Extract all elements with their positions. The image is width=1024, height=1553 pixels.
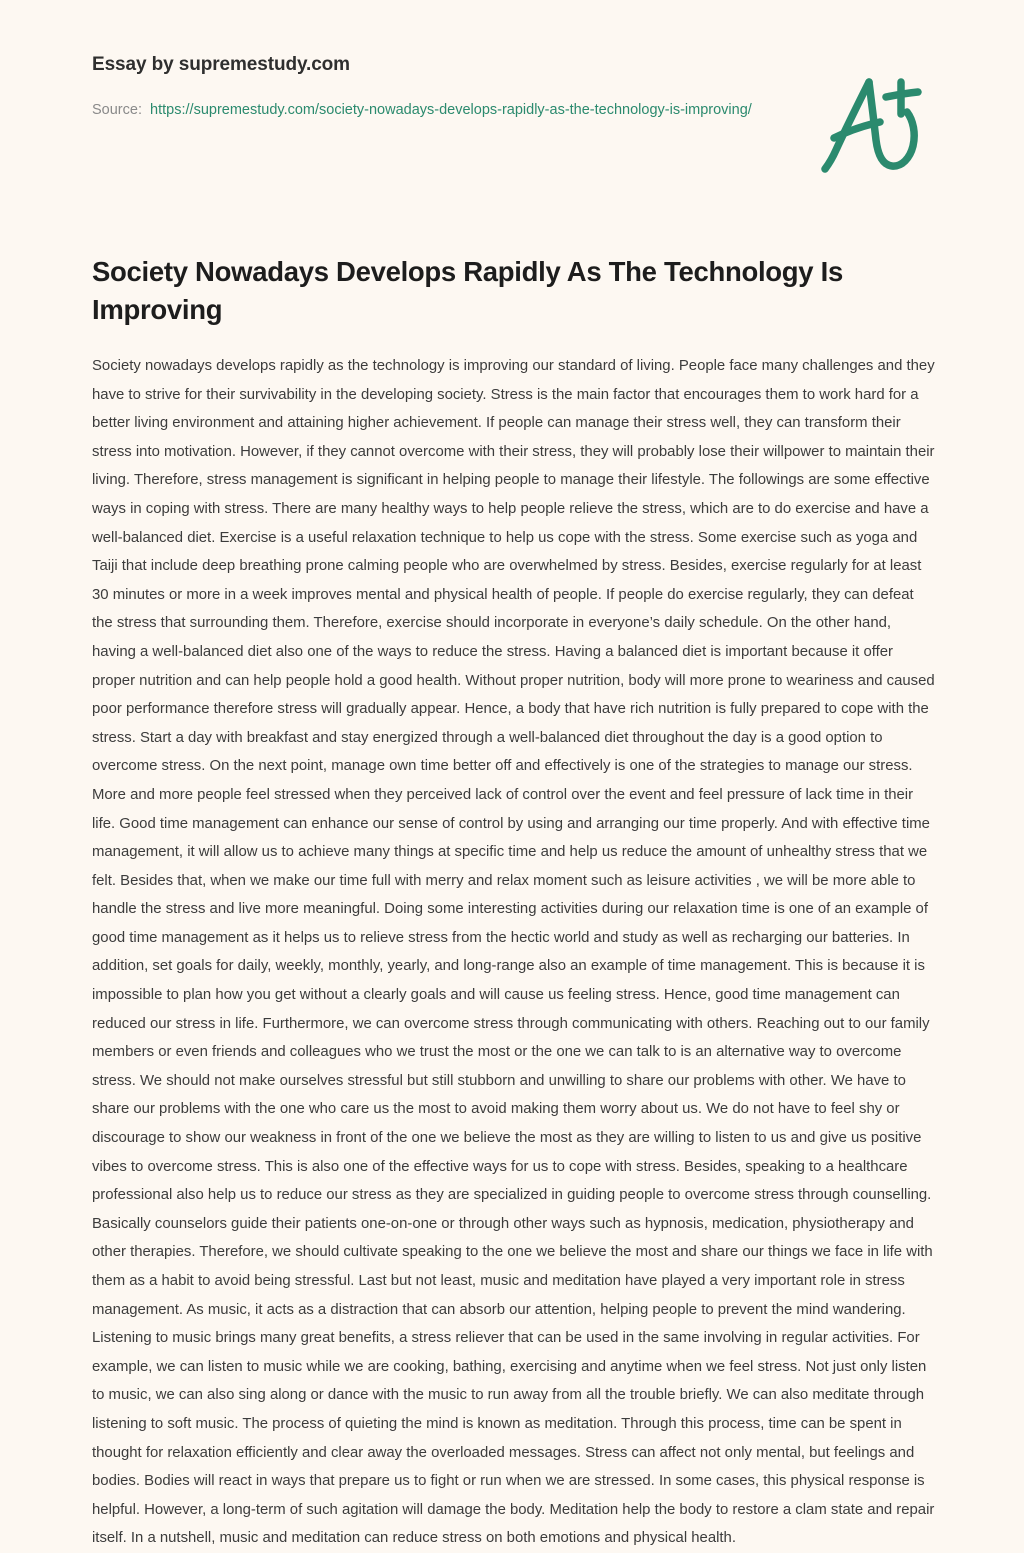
a-plus-logo [812,70,942,182]
a-plus-logo-icon [812,70,942,182]
essay-body-text: Society nowadays develops rapidly as the technology is improving our standard of living. People face many challenges and they have to strive for their survivability in the developing society. Stress is the main factor that encourages them to work hard for a better living environment and attaining higher achievement. If people can manage their stress well, they can transform their stress into motivation. However, if they cannot overcome with their stress, they will probably lose their willpower to maintain their living. Therefore, stress management is significant in helping people to manage their lifestyle. The followings are some effective ways in coping with stress. There are many healthy ways to help people relieve the stress, which are to do exercise and have a well-balanced diet. Exercise is a useful relaxation technique to help us cope with the stress. Some exercise such as yoga and Taiji that include deep breathing prone calming people who are overwhelmed by stress. Besides, exercise regularly for at least 30 minutes or more in a week improves mental and physical health of people. If people do exercise regularly, they can defeat the stress that surrounding them. Therefore, exercise should incorporate in everyone’s daily schedule. On the other hand, having a well-balanced diet also one of the ways to reduce the stress. Having a balanced diet is important because it offer proper nutrition and can help people hold a good health. Without proper nutrition, body will more prone to weariness and caused poor performance therefore stress will gradually appear. Hence, a body that have rich nutrition is fully prepared to cope with the stress. Start a day with breakfast and stay energized through a well-balanced diet throughout the day is a good option to overcome stress. On the next point, manage own time better off and effectively is one of the strategies to manage our stress. More and more people feel stressed when they perceived lack of control over the event and feel pressure of lack time in their life. Good time management can enhance our sense of control by using and arranging our time properly. And with effective time management, it will allow us to achieve many things at specific time and help us reduce the amount of unhealthy stress that we felt. Besides that, when we make our time full with merry and relax moment such as leisure activities , we will be more able to handle the stress and live more meaningful. Doing some interesting activities during our relaxation time is one of an example of good time management as it helps us to relieve stress from the hectic world and study as well as recharging our batteries. In addition, set goals for daily, weekly, monthly, yearly, and long-range also an example of time management. This is because it is impossible to plan how you get without a clearly goals and will cause us feeling stress. Hence, good time management can reduced our stress in life. Furthermore, we can overcome stress through communicating with others. Reaching out to our family members or even friends and colleagues who we trust the most or the one we can talk to is an alternative way to overcome stress. We should not make ourselves stressful but still stubborn and unwilling to share our problems with other. We have to share our problems with the one who care us the most to avoid making them worry about us. We do not have to feel shy or discourage to show our weakness in front of the one we believe the most as they are willing to listen to us and give us positive vibes to overcome stress. This is also one of the effective ways for us to cope with stress. Besides, speaking to a healthcare professional also help us to reduce our stress as they are specialized in guiding people to overcome stress through counselling. Basically counselors guide their patients one-on-one or through other ways such as hypnosis, medication, physiotherapy and other therapies. Therefore, we should cultivate speaking to the one we believe the most and share our things we face in life with them as a habit to avoid being stressful. Last but not least, music and meditation have played a very important role in stress management. As music, it acts as a distraction that can absorb our attention, helping people to prevent the mind wandering. Listening to music brings many great benefits, a stress reliever that can be used in the same involving in regular activities. For example, we can listen to music while we are cooking, bathing, exercising and anytime when we feel stress. Not just only listen to music, we can also sing along or dance with the music to run away from all the trouble briefly. We can also meditate through listening to soft music. The process of quieting the mind is known as meditation. Through this process, time can be spent in thought for relaxation efficiently and clear away the overloaded messages. Stress can affect not only mental, but feelings and bodies. Bodies will react in ways that prepare us to fight or run when we are stressed. In some cases, this physical response is helpful. However, a long-term of such agitation will damage the body. Meditation help the body to restore a clam state and repair itself. In a nutshell, music and meditation can reduce stress on both emotions and physical health. [92,358,935,1547]
page-title: Society Nowadays Develops Rapidly As The Technology Is Improving [92,256,843,325]
source-label: Source: [92,102,142,118]
document-header [92,52,935,122]
source-url-link[interactable]: https://supremestudy.com/society-nowadays-develops-rapidly-as-the-technology-is-improving/ [150,102,752,118]
essay-byline: Essay by supremestudy.com [92,54,350,75]
source-line [92,98,782,122]
